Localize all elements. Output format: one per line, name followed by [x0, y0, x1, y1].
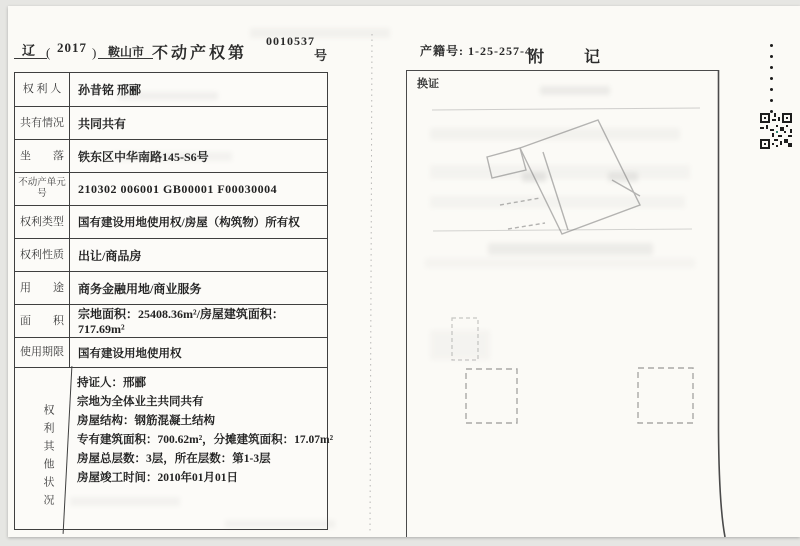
- row-label: 权利类型: [15, 206, 70, 238]
- row-value: 铁东区中华南路145-S6号: [78, 149, 209, 164]
- row-label: 面 积: [15, 305, 70, 337]
- row-label: 使用期限: [15, 338, 70, 367]
- row-value: 出让/商品房: [78, 248, 142, 263]
- ink-smudge: [540, 86, 610, 95]
- other-rights-details: [77, 374, 334, 488]
- other-rights-label: 权利其他状况: [42, 404, 54, 512]
- ink-smudge: [225, 520, 335, 528]
- row-label: 坐 落: [15, 140, 70, 172]
- paren-close: ): [92, 45, 97, 60]
- registry-number: 产籍号: 1-25-257-4: [420, 44, 532, 58]
- ink-smudge: [112, 152, 232, 161]
- dot-mark: [770, 55, 773, 58]
- detail-line: 持证人：邢郦: [77, 377, 146, 389]
- detail-line: 房屋总层数：3层，所在层数：第1-3层: [77, 453, 271, 465]
- notes-section-title: 附 记: [528, 49, 613, 66]
- row-value: 国有建设用地使用权: [78, 347, 182, 360]
- binding-dots: [770, 44, 774, 121]
- property-info-table: [14, 72, 334, 530]
- row-label: 权利性质: [15, 239, 70, 271]
- province-code: 辽: [22, 43, 36, 58]
- notes-panel: [406, 70, 719, 537]
- other-rights-section: [15, 368, 334, 531]
- table-row: [15, 173, 327, 206]
- ink-smudge: [608, 172, 638, 182]
- detail-line: 房屋竣工时间：2010年01月01日: [77, 472, 238, 484]
- table-row: [15, 73, 327, 107]
- detail-line: 专有建筑面积：700.62m²，分摊建筑面积：17.07m²: [77, 434, 334, 446]
- row-value: 商务金融用地/商业服务: [78, 281, 202, 296]
- row-label: 权 利 人: [15, 73, 70, 106]
- dot-mark: [770, 77, 773, 80]
- row-value: 210302 006001 GB00001 F00030004: [78, 181, 278, 196]
- row-value: 宗地面积：25408.36m²/房屋建筑面积：717.69m²: [78, 307, 284, 336]
- ink-smudge: [430, 128, 680, 140]
- dot-mark: [770, 66, 773, 69]
- table-row: [15, 338, 327, 368]
- table-row: [15, 305, 327, 338]
- ink-smudge: [425, 258, 695, 268]
- ink-smudge: [522, 172, 546, 182]
- certificate-year: 2017: [57, 40, 87, 55]
- table-row: [15, 107, 327, 140]
- row-value: 孙昔铭 邢郦: [78, 83, 142, 97]
- row-value: 国有建设用地使用权/房屋（构筑物）所有权: [78, 217, 300, 229]
- serial-suffix: 号: [314, 48, 328, 63]
- row-label: 用 途: [15, 272, 70, 304]
- ink-smudge: [488, 243, 653, 255]
- ink-smudge: [430, 196, 685, 208]
- ink-smudge: [70, 497, 180, 506]
- dot-mark: [770, 44, 773, 47]
- dot-mark: [770, 88, 773, 91]
- divider-line: [63, 366, 73, 534]
- qr-code: [760, 113, 792, 149]
- ink-smudge: [250, 28, 390, 38]
- table-row: [15, 272, 327, 305]
- paren-open: (: [46, 45, 51, 60]
- table-row: [15, 206, 327, 239]
- certificate-serial: 0010537: [266, 34, 315, 48]
- row-value: 共同共有: [78, 116, 127, 131]
- ink-smudge: [430, 330, 490, 360]
- certificate-title: 不动产权第: [152, 45, 248, 62]
- ink-smudge: [430, 165, 690, 179]
- detail-line: 宗地为全体业主共同共有: [77, 396, 204, 408]
- city-name: 鞍山市: [108, 45, 145, 59]
- row-label: 不动产单元号: [15, 173, 70, 205]
- detail-line: 房屋结构：钢筋混凝土结构: [77, 415, 215, 427]
- ink-smudge: [118, 92, 218, 100]
- row-label: 共有情况: [15, 107, 70, 139]
- exchange-certificate-label: 换证: [417, 78, 439, 90]
- table-row: [15, 239, 327, 272]
- dot-mark: [770, 99, 773, 102]
